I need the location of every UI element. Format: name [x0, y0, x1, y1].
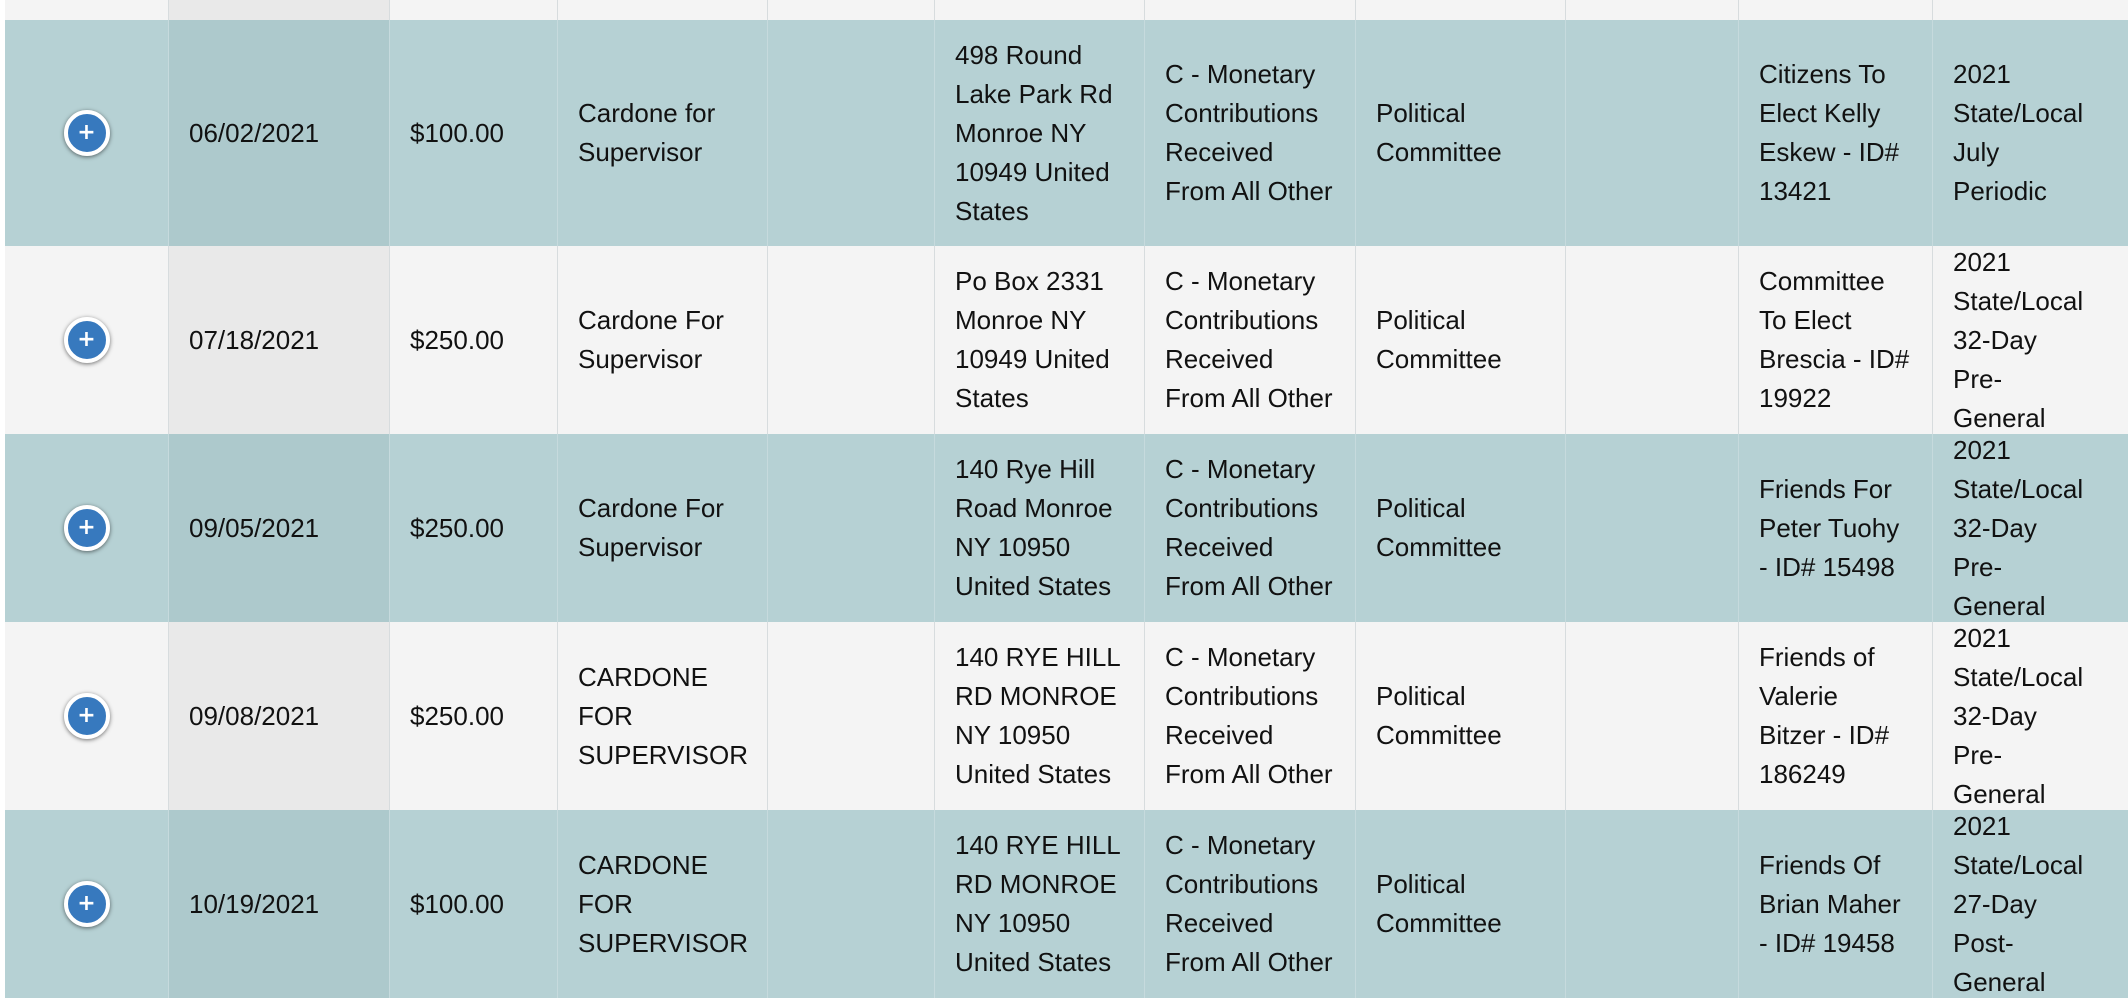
cell-recipient — [1739, 622, 1933, 810]
cell-date — [169, 434, 390, 622]
transaction-type-text: C - Monetary Contributions Received From All Other — [1165, 830, 1333, 977]
date-text: 09/05/2021 — [189, 512, 320, 543]
transaction-type-text: C - Monetary Contributions Received From All Other — [1165, 642, 1333, 789]
cell-amount — [390, 0, 558, 20]
cell-address — [935, 810, 1145, 998]
plus-icon: + — [77, 703, 96, 728]
contributor-text: Cardone For Supervisor — [578, 493, 724, 562]
address-text: 498 Round Lake Park Rd Monroe NY 10949 United States — [955, 39, 1113, 226]
cell-amount — [390, 246, 558, 434]
cell-expand — [5, 0, 169, 20]
cell-contributor-type — [1356, 20, 1566, 246]
contributor-type-text: Political Committee — [1376, 681, 1502, 750]
table-row — [5, 246, 2128, 434]
cell-contributor-type — [1356, 0, 1566, 20]
cell-address — [935, 434, 1145, 622]
cell-amount — [390, 810, 558, 998]
address-text: 140 RYE HILL RD MONROE NY 10950 United States — [955, 830, 1121, 977]
cell-expand — [5, 810, 169, 998]
plus-icon: + — [77, 120, 96, 145]
cell-contributor-type — [1356, 622, 1566, 810]
cell-date — [169, 20, 390, 246]
recipient-text: Friends Of Brian Maher - ID# 19458 — [1759, 849, 1901, 958]
cell-blank — [768, 622, 935, 810]
cell-report — [1933, 20, 2098, 246]
recipient-text: Citizens To Elect Kelly Eskew - ID# 13421 — [1759, 59, 1900, 206]
table-row — [5, 622, 2128, 810]
cell-blank — [768, 810, 935, 998]
cell-blank — [1566, 20, 1739, 246]
transaction-type-text: C - Monetary Contributions Received From All Other — [1165, 454, 1333, 601]
cell-contributor — [558, 0, 768, 20]
amount-text: $250.00 — [410, 700, 504, 731]
cell-expand — [5, 434, 169, 622]
transaction-type-text: C - Monetary Contributions Received From All Other — [1165, 59, 1333, 206]
contributor-type-text: Political Committee — [1376, 98, 1502, 167]
cell-transaction-type — [1145, 810, 1356, 998]
cell-date — [169, 810, 390, 998]
contributor-text: Cardone For Supervisor — [578, 305, 724, 374]
contributor-type-text: Political Committee — [1376, 869, 1502, 938]
cell-contributor — [558, 622, 768, 810]
cell-transaction-type — [1145, 0, 1356, 20]
cell-expand — [5, 246, 169, 434]
cell-contributor — [558, 246, 768, 434]
cell-contributor — [558, 434, 768, 622]
plus-icon: + — [77, 515, 96, 540]
amount-text: $100.00 — [410, 888, 504, 919]
date-text: 10/19/2021 — [189, 888, 320, 919]
table-row — [5, 434, 2128, 622]
cell-contributor — [558, 20, 768, 246]
address-text: 140 Rye Hill Road Monroe NY 10950 United States — [955, 454, 1113, 601]
date-text: 07/18/2021 — [189, 324, 320, 355]
table-row — [5, 20, 2128, 246]
cell-address — [935, 622, 1145, 810]
contributor-type-text: Political Committee — [1376, 493, 1502, 562]
cell-transaction-type — [1145, 622, 1356, 810]
contributor-text: CARDONE FOR SUPERVISOR — [578, 661, 749, 770]
expand-row-button[interactable] — [64, 110, 110, 156]
cell-report — [1933, 0, 2098, 20]
report-text: 2021 State/Local 32-Day Pre- General — [1953, 622, 2084, 809]
cell-blank — [1566, 622, 1739, 810]
cell-blank — [768, 246, 935, 434]
cell-blank — [768, 20, 935, 246]
cell-contributor-type — [1356, 434, 1566, 622]
cell-contributor-type — [1356, 810, 1566, 998]
table-row-partial — [5, 0, 2128, 20]
cell-date — [169, 0, 390, 20]
cell-blank — [1566, 246, 1739, 434]
cell-address — [935, 0, 1145, 20]
amount-text: $250.00 — [410, 324, 504, 355]
amount-text: $100.00 — [410, 117, 504, 148]
transaction-type-text: C - Monetary Contributions Received From All Other — [1165, 266, 1333, 413]
plus-icon: + — [77, 327, 96, 352]
cell-address — [935, 246, 1145, 434]
cell-blank — [1566, 810, 1739, 998]
plus-icon: + — [77, 891, 96, 916]
expand-row-button[interactable] — [64, 881, 110, 927]
address-text: 140 RYE HILL RD MONROE NY 10950 United States — [955, 642, 1121, 789]
cell-transaction-type — [1145, 20, 1356, 246]
cell-amount — [390, 434, 558, 622]
cell-blank — [768, 0, 935, 20]
cell-recipient — [1739, 434, 1933, 622]
cell-transaction-type — [1145, 246, 1356, 434]
results-grid — [5, 0, 2128, 998]
contributor-type-text: Political Committee — [1376, 305, 1502, 374]
expand-row-button[interactable] — [64, 317, 110, 363]
cell-blank — [768, 434, 935, 622]
cell-contributor — [558, 810, 768, 998]
cell-report — [1933, 810, 2098, 998]
report-text: 2021 State/Local 27-Day Post- General — [1953, 810, 2084, 997]
cell-expand — [5, 20, 169, 246]
cell-date — [169, 246, 390, 434]
date-text: 06/02/2021 — [189, 117, 320, 148]
cell-report — [1933, 622, 2098, 810]
report-text: 2021 State/Local 32-Day Pre- General — [1953, 434, 2084, 621]
expand-row-button[interactable] — [64, 693, 110, 739]
date-text: 09/08/2021 — [189, 700, 320, 731]
cell-recipient — [1739, 246, 1933, 434]
report-text: 2021 State/Local July Periodic — [1953, 59, 2084, 206]
cell-recipient — [1739, 20, 1933, 246]
cell-date — [169, 622, 390, 810]
cell-blank — [1566, 434, 1739, 622]
table-row — [5, 810, 2128, 998]
expand-row-button[interactable] — [64, 505, 110, 551]
cell-report — [1933, 434, 2098, 622]
cell-recipient — [1739, 810, 1933, 998]
cell-address — [935, 20, 1145, 246]
recipient-text: Committee To Elect Brescia - ID# 19922 — [1759, 266, 1910, 413]
cell-recipient — [1739, 0, 1933, 20]
cell-contributor-type — [1356, 246, 1566, 434]
report-text: 2021 State/Local 32-Day Pre- General — [1953, 246, 2084, 433]
contributor-text: CARDONE FOR SUPERVISOR — [578, 849, 749, 958]
recipient-text: Friends of Valerie Bitzer - ID# 186249 — [1759, 642, 1890, 789]
recipient-text: Friends For Peter Tuohy - ID# 15498 — [1759, 473, 1900, 582]
cell-amount — [390, 622, 558, 810]
amount-text: $250.00 — [410, 512, 504, 543]
cell-amount — [390, 20, 558, 246]
cell-transaction-type — [1145, 434, 1356, 622]
contributor-text: Cardone for Supervisor — [578, 98, 716, 167]
cell-expand — [5, 622, 169, 810]
cell-report — [1933, 246, 2098, 434]
cell-blank — [1566, 0, 1739, 20]
address-text: Po Box 2331 Monroe NY 10949 United States — [955, 266, 1110, 413]
